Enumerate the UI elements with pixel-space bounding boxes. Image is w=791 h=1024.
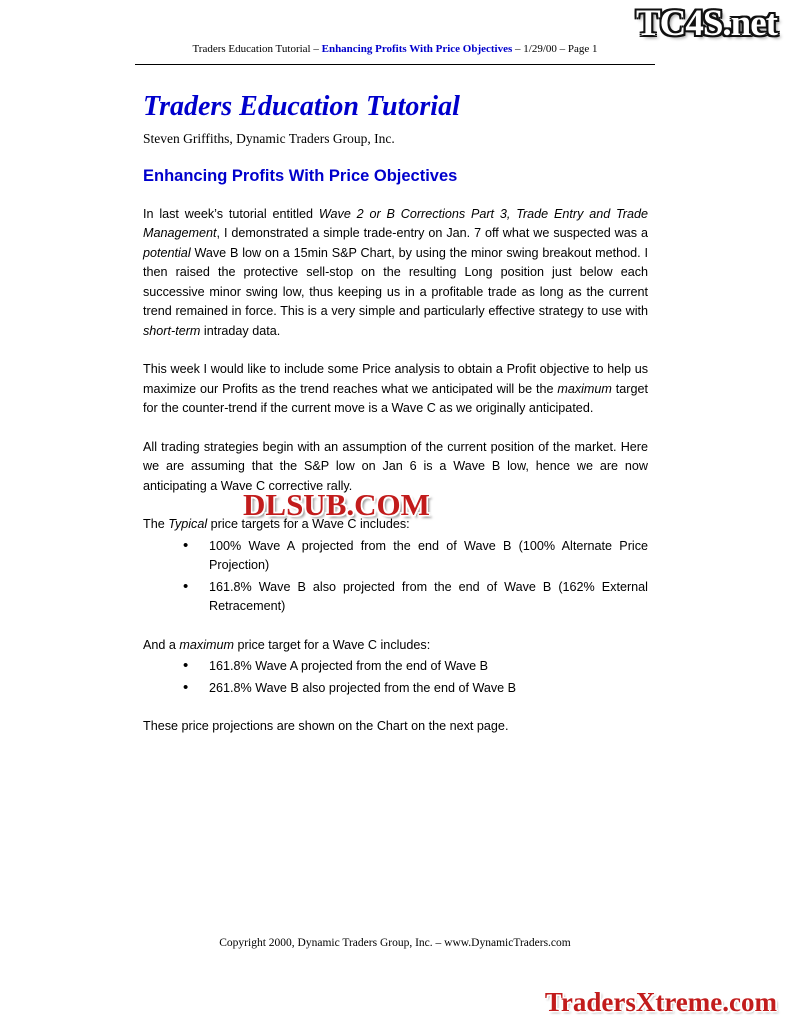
document-content bbox=[143, 92, 648, 737]
section-subtitle: Enhancing Profits With Price Objectives bbox=[143, 166, 458, 185]
closing-paragraph: These price projections are shown on the Chart on the next page. bbox=[143, 719, 509, 734]
paragraph-2-text-b: target for the counter-trend if the current move is a Wave C as we originally anticipated. bbox=[143, 381, 648, 416]
list-item: • 161.8% Wave B also projected from the end of Wave B (162% External Retracement) bbox=[183, 578, 648, 617]
paragraph-1-text-c: Wave B low on a 15min S&P Chart, by using the minor swing breakout method. I then raised the protective sell-stop on the resulting Long position just below each successive minor swing low, thus keeping us in a profitable trade as long as the current trend remained in force. This is a very simple and particularly effective strategy to use with bbox=[143, 245, 648, 319]
maximum-lead-in-b: price target for a Wave C includes: bbox=[234, 637, 431, 652]
typical-lead-in-a: The bbox=[143, 517, 169, 532]
maximum-lead-in-a: And a bbox=[143, 637, 180, 652]
list-item: • 261.8% Wave B also projected from the end of Wave B bbox=[183, 679, 648, 699]
paragraph-1-text-d: intraday data. bbox=[200, 323, 281, 338]
running-head bbox=[135, 43, 655, 55]
paragraph-1-text-a: In last week’s tutorial entitled bbox=[143, 206, 319, 221]
paragraph-1-italic-2: potential bbox=[143, 245, 191, 260]
paragraph-1-text-b: , I demonstrated a simple trade-entry on Jan. 7 off what we suspected was a bbox=[216, 226, 648, 241]
paragraph-2 bbox=[143, 360, 648, 419]
typical-lead-in-italic: Typical bbox=[168, 517, 208, 532]
watermark-tradersxtreme: TradersXtreme.com bbox=[544, 987, 777, 1017]
maximum-lead-in-italic: maximum bbox=[179, 637, 234, 652]
page-footer: Copyright 2000, Dynamic Traders Group, Inc. – www.DynamicTraders.com bbox=[219, 937, 571, 949]
watermark-dlsub: DLSUB.COM bbox=[243, 487, 430, 522]
paragraph-1 bbox=[143, 205, 648, 342]
paragraph-2-text-a: This week I would like to include some Price analysis to obtain a Profit objective to help us maximize our Profits as the trend reaches what we anticipated will be the bbox=[143, 362, 648, 396]
list-item: • 100% Wave A projected from the end of Wave B (100% Alternate Price Projection) bbox=[183, 537, 648, 576]
running-head-suffix: – 1/29/00 – Page 1 bbox=[512, 43, 598, 55]
running-head-emphasis: Enhancing Profits With Price Objectives bbox=[321, 43, 513, 55]
typical-lead-in-b: price targets for a Wave C includes: bbox=[207, 517, 410, 532]
paragraph-3: All trading strategies begin with an assumption of the current position of the market. Here we are assuming that the S&P low on Jan 6 is a Wave B low, hence we are now anticipating a Wave C corrective rally. bbox=[143, 439, 648, 493]
header-divider bbox=[135, 64, 655, 65]
paragraph-1-italic-3: short-term bbox=[143, 323, 201, 338]
paragraph-1-italic-1: Wave 2 or B Corrections Part 3, Trade Entry and Trade Management bbox=[143, 206, 648, 241]
maximum-lead-in bbox=[143, 636, 648, 656]
list-item: • 161.8% Wave A projected from the end of Wave B bbox=[183, 657, 648, 677]
author-byline: Steven Griffiths, Dynamic Traders Group, Inc. bbox=[143, 130, 395, 146]
watermark-tc4s: TC4S.net bbox=[635, 3, 777, 44]
typical-targets-list bbox=[143, 537, 648, 617]
maximum-targets-list bbox=[143, 657, 648, 698]
running-head-prefix: Traders Education Tutorial – bbox=[192, 43, 322, 55]
page-title: Traders Education Tutorial bbox=[143, 91, 460, 122]
paragraph-2-italic-1: maximum bbox=[557, 381, 612, 396]
